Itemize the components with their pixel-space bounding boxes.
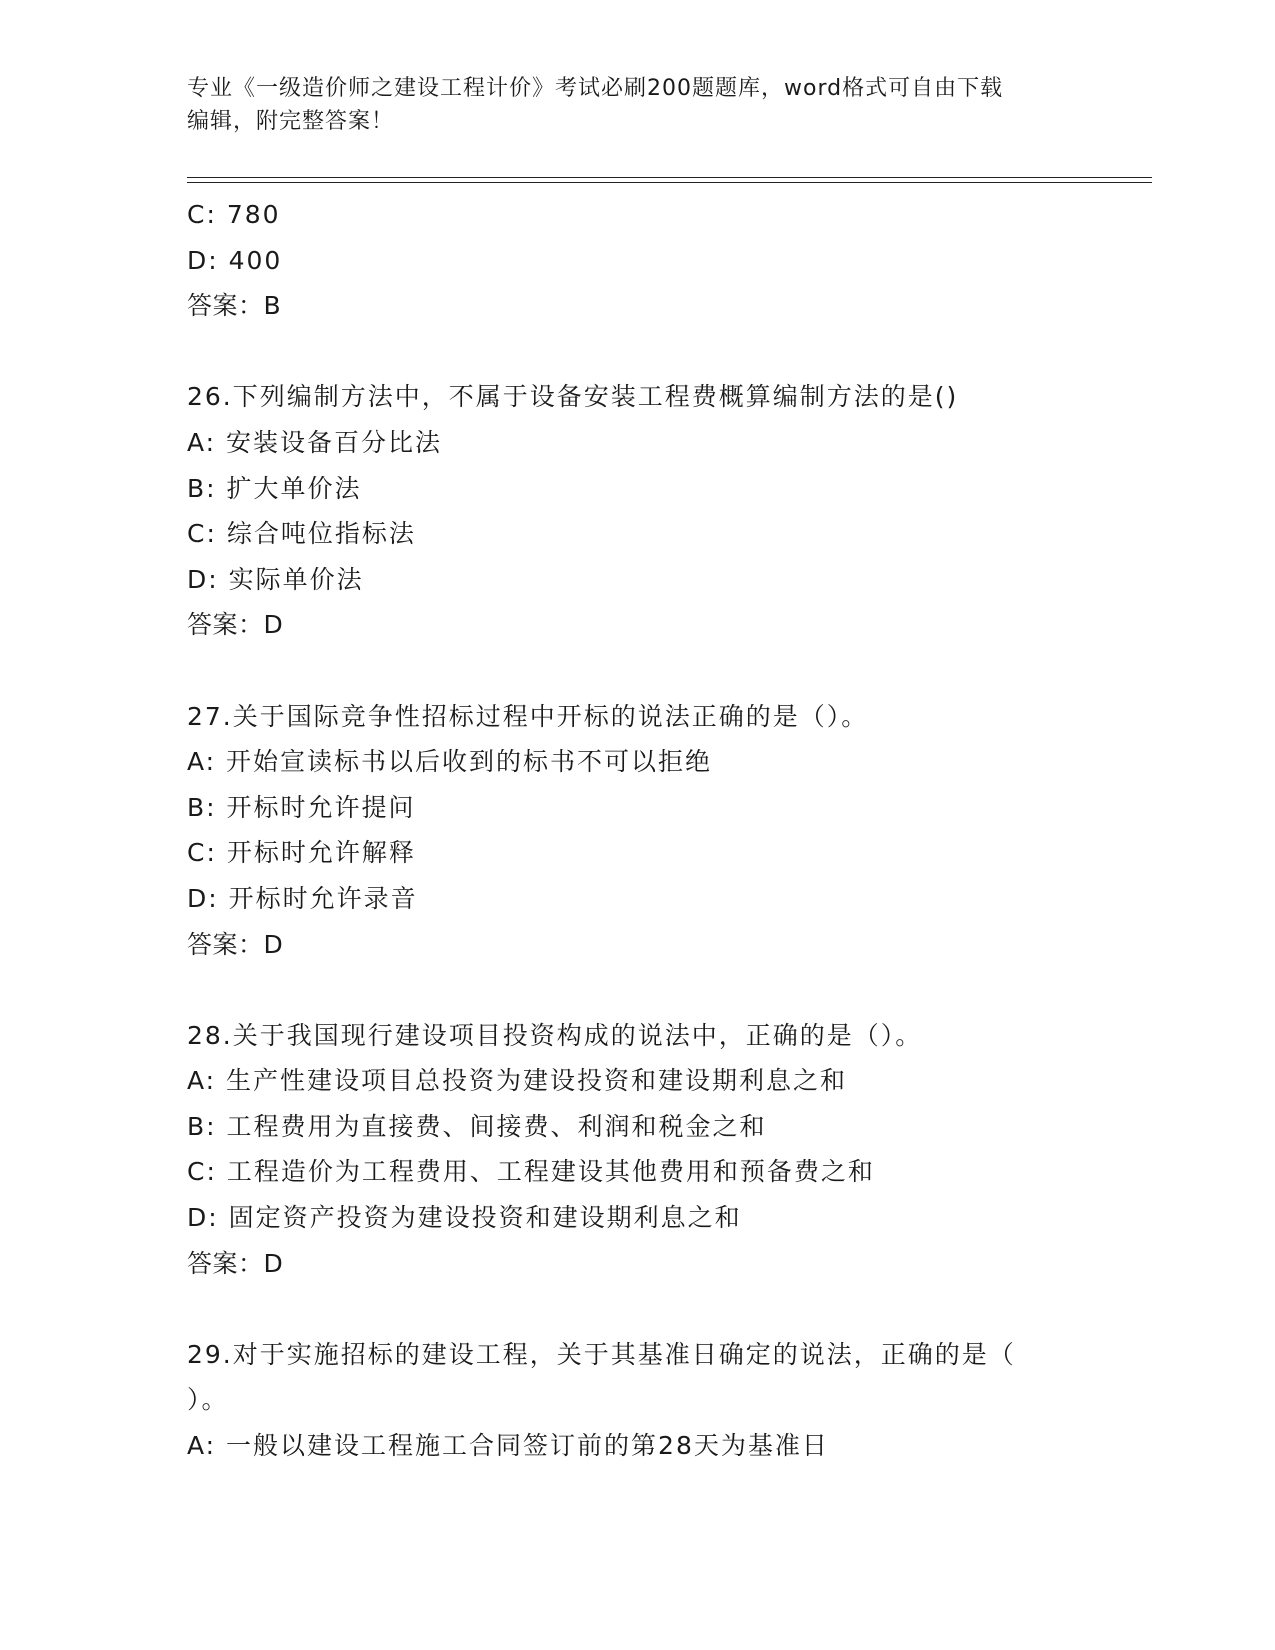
question-stem: 28.关于我国现行建设项目投资构成的说法中，正确的是（）。 bbox=[187, 1020, 923, 1050]
option-text: 固定资产投资为建设投资和建设期利息之和 bbox=[228, 1203, 742, 1233]
option-text: 780 bbox=[226, 200, 281, 229]
answer-line: 答案：B bbox=[187, 291, 282, 321]
option-text: 安装设备百分比法 bbox=[226, 427, 443, 457]
answer-line: 答案：D bbox=[187, 929, 284, 959]
spacer bbox=[187, 329, 1087, 375]
option-a bbox=[187, 1423, 1087, 1469]
option-label: A: bbox=[187, 427, 227, 457]
question-item bbox=[187, 1332, 1087, 1469]
option-label: A: bbox=[187, 1066, 227, 1096]
option-label: C: bbox=[187, 200, 227, 229]
option-text: 开标时允许提问 bbox=[226, 792, 416, 822]
answer-line: 答案：D bbox=[187, 1248, 284, 1278]
question-stem: 29.对于实施招标的建设工程，关于其基准日确定的说法，正确的是（ bbox=[187, 1339, 1016, 1369]
question-item bbox=[187, 192, 1087, 329]
option-text: 扩大单价法 bbox=[226, 473, 362, 503]
option-label: D: bbox=[187, 883, 229, 913]
spacer bbox=[187, 648, 1087, 694]
option-c bbox=[187, 192, 1087, 238]
question-item bbox=[187, 694, 1087, 968]
option-d bbox=[187, 876, 1087, 922]
question-item bbox=[187, 374, 1087, 648]
header-title-line-2: 编辑，附完整答案！ bbox=[187, 109, 395, 134]
option-text: 一般以建设工程施工合同签订前的第28天为基准日 bbox=[226, 1431, 829, 1461]
option-label: D: bbox=[187, 1203, 229, 1233]
option-label: D: bbox=[187, 564, 229, 594]
question-stem-continued: ）。 bbox=[187, 1385, 229, 1415]
header-title-line-1: 专业《一级造价师之建设工程计价》考试必刷200题题库，word格式可自由下载 bbox=[187, 76, 1004, 101]
spacer bbox=[187, 967, 1087, 1013]
option-a bbox=[187, 739, 1087, 785]
option-b bbox=[187, 785, 1087, 831]
question-stem: 27.关于国际竞争性招标过程中开标的说法正确的是（）。 bbox=[187, 701, 869, 731]
option-label: C: bbox=[187, 838, 227, 868]
answer-line: 答案：D bbox=[187, 610, 284, 640]
question-stem: 26.下列编制方法中，不属于设备安装工程费概算编制方法的是() bbox=[187, 382, 959, 412]
option-text: 工程费用为直接费、间接费、利润和税金之和 bbox=[226, 1111, 767, 1141]
option-d bbox=[187, 1195, 1087, 1241]
option-label: B: bbox=[187, 1111, 227, 1141]
header-divider bbox=[187, 177, 1152, 178]
question-item bbox=[187, 1013, 1087, 1287]
option-d bbox=[187, 238, 1087, 284]
option-text: 生产性建设项目总投资为建设投资和建设期利息之和 bbox=[226, 1066, 848, 1096]
option-a bbox=[187, 420, 1087, 466]
header-divider bbox=[187, 182, 1152, 183]
question-list bbox=[187, 192, 1087, 1469]
option-text: 400 bbox=[228, 245, 283, 275]
option-b bbox=[187, 1104, 1087, 1150]
option-text: 开标时允许解释 bbox=[226, 838, 416, 868]
option-text: 实际单价法 bbox=[228, 564, 364, 594]
option-label: A: bbox=[187, 1431, 227, 1461]
option-c bbox=[187, 830, 1087, 876]
spacer bbox=[187, 1286, 1087, 1332]
option-label: C: bbox=[187, 1157, 227, 1187]
option-label: D: bbox=[187, 245, 229, 275]
option-b bbox=[187, 466, 1087, 512]
option-text: 综合吨位指标法 bbox=[226, 519, 416, 549]
option-a bbox=[187, 1058, 1087, 1104]
option-text: 开标时允许录音 bbox=[228, 883, 418, 913]
option-label: B: bbox=[187, 792, 227, 822]
option-label: A: bbox=[187, 747, 227, 777]
option-c bbox=[187, 511, 1087, 557]
document-header bbox=[187, 72, 1087, 138]
option-c bbox=[187, 1149, 1087, 1195]
option-label: C: bbox=[187, 519, 227, 549]
option-label: B: bbox=[187, 473, 227, 503]
option-text: 工程造价为工程费用、工程建设其他费用和预备费之和 bbox=[226, 1157, 875, 1187]
option-text: 开始宣读标书以后收到的标书不可以拒绝 bbox=[226, 747, 713, 777]
option-d bbox=[187, 557, 1087, 603]
